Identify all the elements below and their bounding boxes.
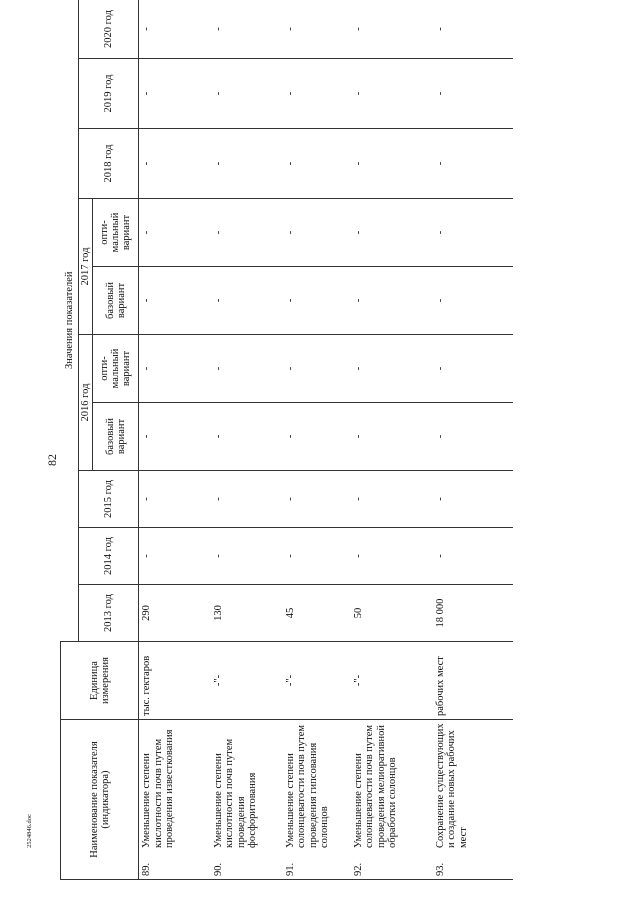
page-number: 82 <box>45 454 59 466</box>
table-row <box>211 0 283 880</box>
row-unit: тыс. гектаров <box>139 642 211 720</box>
header-2014: 2014 год <box>79 528 139 585</box>
cell-2015: - <box>351 471 433 528</box>
cell-2020: - <box>139 0 211 59</box>
table-row <box>351 0 433 880</box>
cell-2016-opt: - <box>351 335 433 403</box>
header-unit: Единица измерения <box>61 642 139 720</box>
header-2018: 2018 год <box>79 129 139 199</box>
cell-2019: - <box>211 59 283 129</box>
cell-2017-opt: - <box>139 199 211 267</box>
row-name: Сохранение существующих и создание новых рабочих мест <box>434 723 469 848</box>
cell-2017-base: - <box>139 267 211 335</box>
cell-2017-base: - <box>351 267 433 335</box>
cell-2017-base: - <box>433 267 513 335</box>
row-name: Уменьшение степени солонцеватости почв путем проведения мелиоративной обработки солонцов <box>352 724 398 848</box>
row-name: Уменьшение степени кислотности почв путем проведения фосфоритования <box>212 738 258 848</box>
cell-2020: - <box>351 0 433 59</box>
header-2017: 2017 год <box>79 199 93 335</box>
table-row <box>283 0 351 880</box>
cell-2014: - <box>283 528 351 585</box>
cell-2018: - <box>139 129 211 199</box>
header-name: Наименование показателя (индикатора) <box>61 720 139 880</box>
cell-2014: - <box>139 528 211 585</box>
cell-2018: - <box>433 129 513 199</box>
header-2017-base: базовый вариант <box>93 267 139 335</box>
cell-2016-opt: - <box>433 335 513 403</box>
cell-2016-base: - <box>283 403 351 471</box>
header-2016-base: базовый вариант <box>93 403 139 471</box>
cell-2015: - <box>211 471 283 528</box>
cell-2014: - <box>351 528 433 585</box>
cell-2015: - <box>283 471 351 528</box>
cell-2018: - <box>211 129 283 199</box>
cell-2017-opt: - <box>351 199 433 267</box>
cell-2019: - <box>433 59 513 129</box>
cell-2017-base: - <box>211 267 283 335</box>
header-2020: 2020 год <box>79 0 139 59</box>
cell-2016-opt: - <box>211 335 283 403</box>
file-name: 2524846.doc <box>26 814 33 848</box>
cell-2020: - <box>283 0 351 59</box>
row-unit: рабочих мест <box>433 642 513 720</box>
cell-2019: - <box>139 59 211 129</box>
cell-2013: 50 <box>351 585 433 642</box>
row-unit: -"- <box>211 642 283 720</box>
cell-2016-base: - <box>351 403 433 471</box>
row-number: 91. <box>284 862 296 876</box>
cell-2017-opt: - <box>433 199 513 267</box>
cell-2017-opt: - <box>283 199 351 267</box>
cell-2017-opt: - <box>211 199 283 267</box>
cell-2013: 45 <box>283 585 351 642</box>
row-number: 92. <box>352 862 364 876</box>
cell-2016-base: - <box>433 403 513 471</box>
header-2013: 2013 год <box>79 585 139 642</box>
header-2016: 2016 год <box>79 335 93 471</box>
header-2016-opt: опти-мальный вариант <box>93 335 139 403</box>
cell-2018: - <box>283 129 351 199</box>
cell-2019: - <box>283 59 351 129</box>
cell-2013: 290 <box>139 585 211 642</box>
header-2015: 2015 год <box>79 471 139 528</box>
cell-2017-base: - <box>283 267 351 335</box>
row-name: Уменьшение степени солонцеватости почв путем проведения гипсования солонцов <box>284 724 330 848</box>
cell-2015: - <box>139 471 211 528</box>
row-unit: -"- <box>283 642 351 720</box>
header-values-group: Значения показателей <box>61 0 79 642</box>
header-2017-opt: опти-мальный вариант <box>93 199 139 267</box>
cell-2020: - <box>211 0 283 59</box>
cell-2016-base: - <box>211 403 283 471</box>
cell-2015: - <box>433 471 513 528</box>
row-number: 93. <box>434 862 446 876</box>
cell-2013: 130 <box>211 585 283 642</box>
indicators-table <box>60 0 513 880</box>
row-number: 89. <box>141 862 152 876</box>
cell-2020: - <box>433 0 513 59</box>
cell-2014: - <box>433 528 513 585</box>
cell-2013: 18 000 <box>433 585 513 642</box>
cell-2019: - <box>351 59 433 129</box>
row-name: Уменьшение степени кислотности почв путем проведения известкования <box>141 729 175 848</box>
cell-2018: - <box>351 129 433 199</box>
indicators-table-container <box>60 10 617 880</box>
header-2019: 2019 год <box>79 59 139 129</box>
table-row <box>139 0 211 880</box>
cell-2016-base: - <box>139 403 211 471</box>
row-number: 90. <box>212 862 224 876</box>
cell-2014: - <box>211 528 283 585</box>
cell-2016-opt: - <box>283 335 351 403</box>
table-row <box>433 0 513 880</box>
cell-2016-opt: - <box>139 335 211 403</box>
row-unit: -"- <box>351 642 433 720</box>
